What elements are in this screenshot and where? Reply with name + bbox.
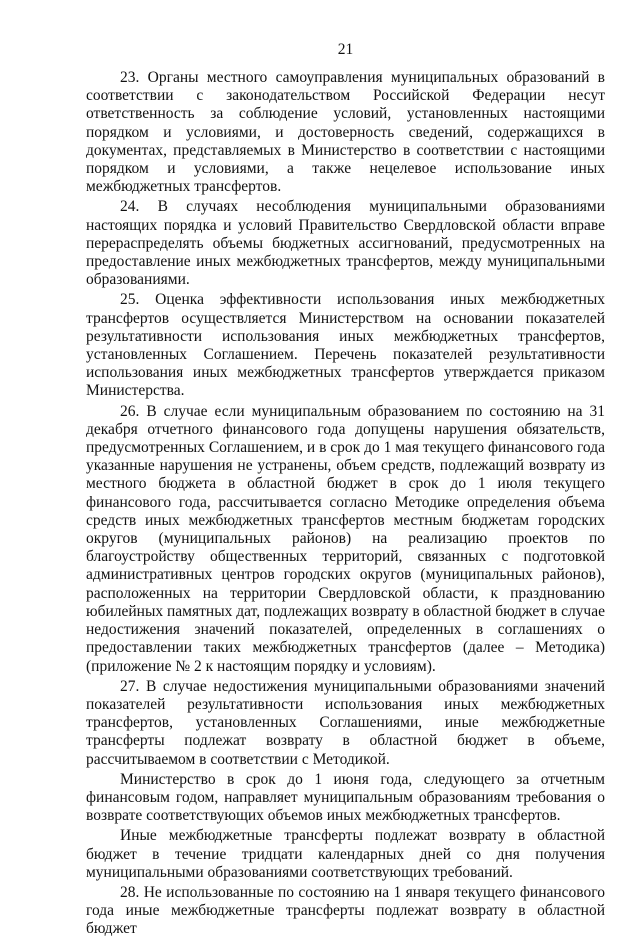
paragraph-25: 25. Оценка эффективности использования иных межбюджетных трансфертов осуществляется Министерством на основании показателей результативности использования иных межбюджетных трансфертов, установленных Соглашением. Перечень показателей результативности использования иных межбюджетных трансфертов утверждается приказом Министерства. xyxy=(86,291,605,400)
paragraph-27-ministry: Министерство в срок до 1 июня года, следующего за отчетным финансовым годом, направляет муниципальным образованиям требования о возврате соответствующих объемов иных межбюджетных трансфертов. xyxy=(86,770,605,825)
paragraph-24: 24. В случаях несоблюдения муниципальными образованиями настоящих порядка и условий Правительство Свердловской области вправе перераспределять объемы бюджетных ассигнований, предусмотренных на предоставление иных межбюджетных трансфертов, между муниципальными образованиями. xyxy=(86,198,605,289)
page-number: 21 xyxy=(337,41,354,58)
paragraph-27-return: Иные межбюджетные трансферты подлежат возврату в областной бюджет в течение тридцати календарных дней со дня получения муниципальными образованиями соответствующих требований. xyxy=(86,827,605,881)
paragraph-27: 27. В случае недостижения муниципальными образованиями значений показателей результативности использования иных межбюджетных трансфертов, установленных Соглашениями, иные межбюджетные трансферты подлежат возврату в областной бюджет в объеме, рассчитываемом в соответствии с Методикой. xyxy=(86,677,605,768)
paragraph-23: 23. Органы местного самоуправления муниципальных образований в соответствии с законодательством Российской Федерации несут ответственность за соблюдение условий, установленных настоящими порядком и условиями, и достоверность сведений, содержащихся в документах, представляемых в Министерство в соответствии с настоящими порядком и условиями, а также нецелевое использование иных межбюджетных трансфертов. xyxy=(86,69,605,196)
paragraph-26: 26. В случае если муниципальным образованием по состоянию на 31 декабря отчетного финансового года допущены нарушения обязательств, предусмотренных Соглашением, и в срок до 1 мая текущего финансового года указанные нарушения не устранены, объем средств, подлежащий возврату из местного бюджета в областной бюджет в срок до 1 июля текущего финансового года, рассчитывается согласно Методике определения объема средств иных межбюджетных трансфертов местным бюджетам городских округов (муниципальных районов) на реализацию проектов по благоустройству общественных территорий, связанных с подготовкой административных центров городских округов (муниципальных районов), расположенных на территории Свердловской области, к празднованию юбилейных памятных дат, подлежащих возврату в областной бюджет в случае недостижения значений показателей, определенных в соглашениях о предоставлении таких межбюджетных трансфертов (далее – Методика) (приложение № 2 к настоящим порядку и условиям). xyxy=(86,402,605,675)
paragraph-28: 28. Не использованные по состоянию на 1 января текущего финансового года иные межбюджетные трансферты подлежат возврату в областной бюджет xyxy=(86,883,605,938)
